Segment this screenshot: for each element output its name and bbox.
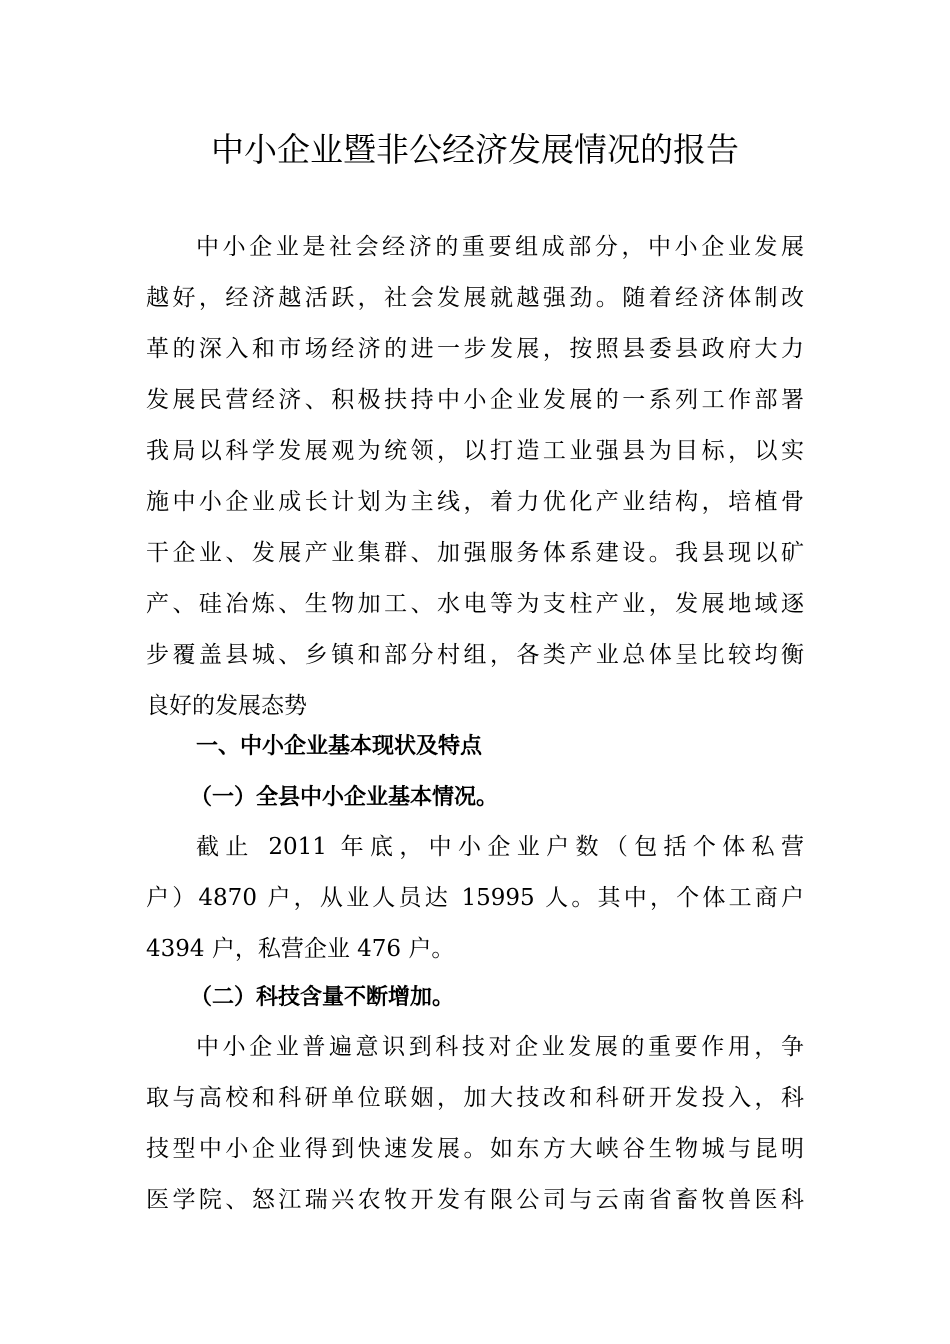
paragraph-line: 良好的发展态势	[146, 693, 307, 719]
paragraph-line: 截止 2011 年底，中小企业户数（包括个体私营	[196, 834, 804, 860]
paragraph-line: 户）4870 户，从业人员达 15995 人。其中，个体工商户	[146, 885, 804, 911]
paragraph-line: 4394 户，私营企业 476 户。	[146, 936, 455, 962]
paragraph-line: 中小企业普遍意识到科技对企业发展的重要作用，争	[196, 1034, 804, 1060]
intro-paragraph	[146, 222, 804, 732]
paragraph-line: 步覆盖县城、乡镇和部分村组，各类产业总体呈比较均衡	[146, 642, 804, 668]
paragraph-line: 施中小企业成长计划为主线，着力优化产业结构，培植骨	[146, 489, 804, 515]
paragraph-line: 中小企业是社会经济的重要组成部分，中小企业发展	[196, 234, 804, 260]
paragraph-line: 医学院、怒江瑞兴农牧开发有限公司与云南省畜牧兽医科	[146, 1187, 804, 1213]
document-title: 中小企业暨非公经济发展情况的报告	[211, 130, 739, 169]
paragraph-line: 我局以科学发展观为统领，以打造工业强县为目标，以实	[146, 438, 804, 464]
paragraph-line: 产、硅冶炼、生物加工、水电等为支柱产业，发展地域逐	[146, 591, 804, 617]
paragraph-line: 技型中小企业得到快速发展。如东方大峡谷生物城与昆明	[146, 1136, 804, 1162]
paragraph-line: 革的深入和市场经济的进一步发展，按照县委县政府大力	[146, 336, 804, 362]
paragraph-line: 取与高校和科研单位联姻，加大技改和科研开发投入，科	[146, 1085, 804, 1111]
subsection-heading: （二）科技含量不断增加。	[190, 985, 455, 1010]
subsection-paragraph	[146, 822, 804, 975]
paragraph-line: 越好，经济越活跃，社会发展就越强劲。随着经济体制改	[146, 285, 804, 311]
paragraph-line: 发展民营经济、积极扶持中小企业发展的一系列工作部署	[146, 387, 804, 413]
section-heading: 一、中小企业基本现状及特点	[196, 734, 483, 759]
subsection-paragraph	[146, 1022, 804, 1226]
subsection-heading: （一）全县中小企业基本情况。	[190, 785, 499, 810]
paragraph-line: 干企业、发展产业集群、加强服务体系建设。我县现以矿	[146, 540, 804, 566]
